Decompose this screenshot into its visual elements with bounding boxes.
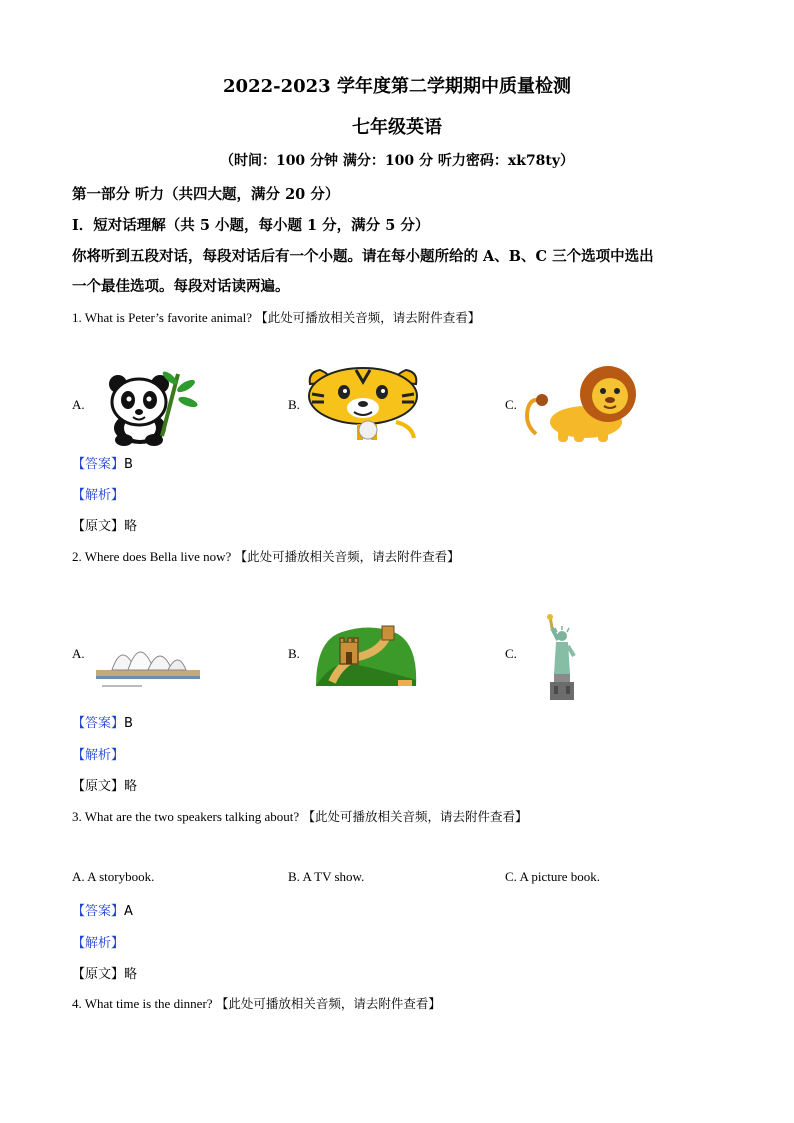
analysis-label: 【解析】 (72, 936, 125, 951)
source-value: 略 (124, 779, 138, 794)
q1-answer (72, 453, 133, 472)
source-label: 【原文】 (72, 967, 125, 982)
statue-of-liberty-icon (540, 614, 586, 702)
q3-source (72, 963, 137, 982)
exam-title: 2022-2023 学年度第二学期期中质量检测 (223, 76, 571, 97)
answer-value: A (124, 904, 133, 919)
source-label: 【原文】 (72, 519, 125, 534)
question-4 (72, 994, 441, 1012)
question-text: 2. Where does Bella live now? (72, 549, 232, 564)
question-text: 4. What time is the dinner? (72, 996, 213, 1011)
q2-option-c[interactable]: C. (505, 646, 517, 661)
q2-option-b[interactable]: B. (288, 646, 300, 661)
section-sub-heading: Ⅰ．短对话理解（共 5 小题，每小题 1 分，满分 5 分） (72, 217, 430, 234)
question-text: 3. What are the two speakers talking about? (72, 809, 300, 824)
q1-option-b[interactable]: B. (288, 397, 300, 412)
section-instruction-line2: 一个最佳选项。每段对话读两遍。 (72, 278, 290, 295)
answer-label: 【答案】 (72, 716, 125, 731)
source-label: 【原文】 (72, 779, 125, 794)
source-value: 略 (124, 519, 138, 534)
q1-source (72, 515, 137, 534)
q1-option-a[interactable]: A. (72, 397, 85, 412)
answer-label: 【答案】 (72, 904, 125, 919)
q2-source (72, 775, 137, 794)
audio-note[interactable]: 【此处可播放相关音频，请去附件查看】 (234, 549, 460, 564)
section-instruction-line1: 你将听到五段对话，每段对话后有一个小题。请在每小题所给的 A、B、C 三个选项中选出 (72, 248, 654, 265)
exam-subtitle: 七年级英语 (352, 117, 442, 138)
source-value: 略 (124, 967, 138, 982)
panda-icon (90, 368, 202, 446)
great-wall-icon (312, 620, 420, 692)
q3-option-b[interactable]: B. A TV show. (288, 869, 365, 884)
section-part-heading: 第一部分 听力（共四大题，满分 20 分） (72, 186, 340, 203)
analysis-label: 【解析】 (72, 488, 125, 503)
q2-option-a[interactable]: A. (72, 646, 85, 661)
answer-value: B (124, 716, 133, 731)
question-text: 1. What is Peter’s favorite animal? (72, 310, 253, 325)
q3-analysis (72, 932, 124, 951)
q3-option-a[interactable]: A. A storybook. (72, 869, 155, 884)
question-2 (72, 547, 460, 565)
exam-info: （时间：100 分钟 满分：100 分 听力密码：xk78ty） (219, 153, 575, 169)
q2-answer (72, 712, 133, 731)
question-3 (72, 807, 527, 825)
opera-house-icon (92, 630, 204, 692)
audio-note[interactable]: 【此处可播放相关音频，请去附件查看】 (215, 996, 441, 1011)
audio-note[interactable]: 【此处可播放相关音频，请去附件查看】 (255, 310, 481, 325)
q3-answer (72, 900, 133, 919)
answer-value: B (124, 457, 133, 472)
q2-analysis (72, 744, 124, 763)
answer-label: 【答案】 (72, 457, 125, 472)
audio-note[interactable]: 【此处可播放相关音频，请去附件查看】 (302, 809, 528, 824)
analysis-label: 【解析】 (72, 748, 125, 763)
q1-analysis (72, 484, 124, 503)
q3-option-c[interactable]: C. A picture book. (505, 869, 600, 884)
lion-icon (520, 364, 642, 444)
question-1 (72, 308, 480, 326)
tiger-icon (304, 364, 422, 444)
q1-option-c[interactable]: C. (505, 397, 517, 412)
